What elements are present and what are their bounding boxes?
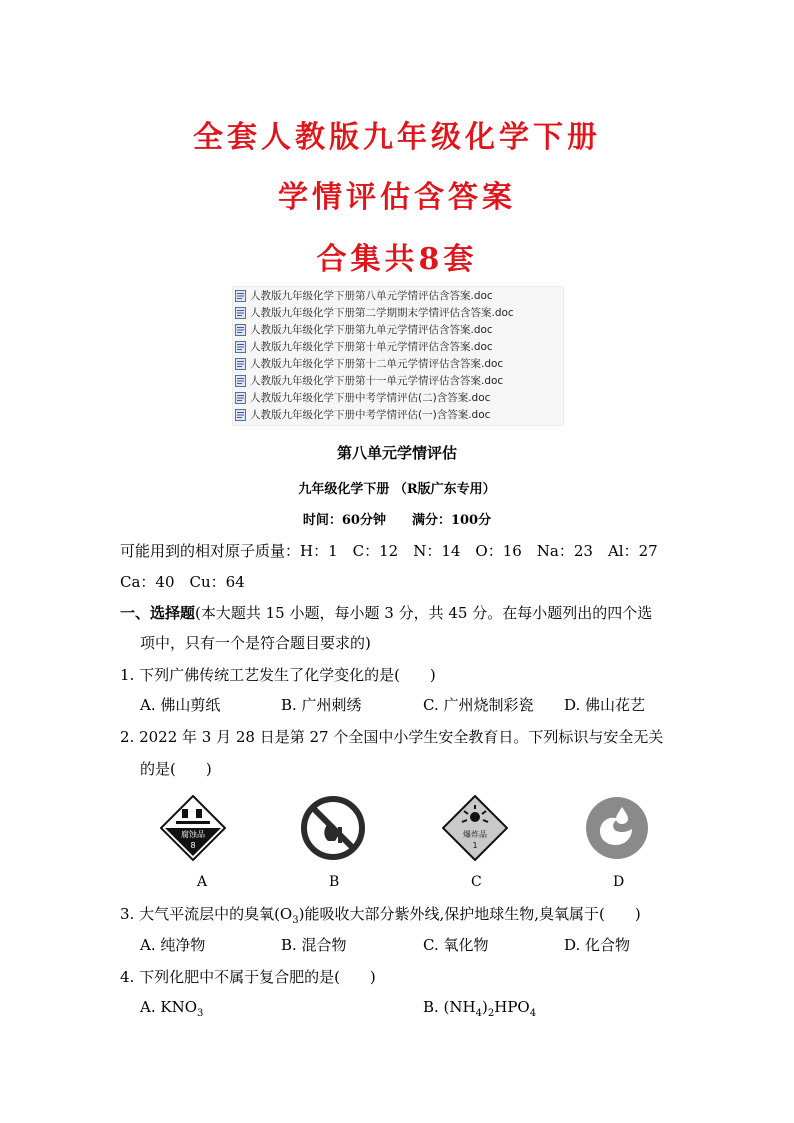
doc-file-icon (235, 392, 246, 404)
q1-option-a: A. 佛山剪纸 (140, 696, 221, 714)
doc-file-icon (235, 341, 246, 353)
file-item[interactable] (233, 389, 563, 406)
q4-option-b-sub-1: 4 (475, 1008, 482, 1019)
title-line-2: 学情评估含答案 (278, 180, 516, 215)
q4-option-b (423, 998, 536, 1019)
q2-stem-2: 的是( ) (140, 760, 212, 778)
file-name: 人教版九年级化学下册第十二单元学情评估含答案.doc (250, 358, 504, 370)
file-name: 人教版九年级化学下册第十一单元学情评估含答案.doc (250, 375, 504, 387)
q3-option-a: A. 纯净物 (140, 936, 206, 954)
corrosive-hazard-sign-icon (160, 795, 226, 861)
file-item[interactable] (233, 372, 563, 389)
file-name: 人教版九年级化学下册中考学情评估(二)含答案.doc (250, 392, 491, 404)
q4-option-a-text: A. KNO (140, 998, 197, 1016)
q4-option-b-text-3: HPO (494, 998, 530, 1016)
file-item[interactable] (233, 355, 563, 372)
no-open-flame-sign-icon (300, 795, 366, 861)
q4-option-b-sub-3: 4 (529, 1008, 537, 1019)
file-name: 人教版九年级化学下册中考学情评估(一)含答案.doc (250, 409, 491, 421)
explosive-hazard-sign-icon (442, 795, 508, 861)
q2-label-b: B (329, 874, 340, 890)
q3-stem-post: )能吸收大部分紫外线,保护地球生物,臭氧属于( ) (298, 905, 641, 923)
file-item[interactable] (233, 338, 563, 355)
file-name: 人教版九年级化学下册第十单元学情评估含答案.doc (250, 341, 493, 353)
file-list (232, 286, 564, 426)
sign-c-text: 爆炸品 (463, 830, 487, 839)
section-desc-1: (本大题共 15 小题，每小题 3 分，共 45 分。在每小题列出的四个选 (195, 604, 653, 622)
doc-file-icon (235, 358, 246, 370)
q3-stem-sub: 3 (292, 915, 299, 926)
q1-option-d: D. 佛山花艺 (564, 696, 646, 714)
exam-time-score: 时间：60分钟 满分：100分 (302, 513, 492, 528)
unit-title: 第八单元学情评估 (336, 444, 457, 462)
title-line-3: 合集共8套 (316, 242, 478, 277)
file-name: 人教版九年级化学下册第八单元学情评估含答案.doc (250, 290, 493, 302)
sign-a-number: 8 (190, 841, 196, 850)
section-label: 一、选择题 (120, 604, 196, 622)
q3-option-b: B. 混合物 (281, 936, 347, 954)
q3-option-c: C. 氧化物 (423, 936, 489, 954)
q4-option-b-sub-2: 2 (487, 1008, 495, 1019)
q3-option-d: D. 化合物 (564, 936, 631, 954)
water-saving-sign-icon (584, 795, 650, 861)
section-desc-2: 项中，只有一个是符合题目要求的) (140, 634, 371, 652)
doc-file-icon (235, 307, 246, 319)
title-line-1: 全套人教版九年级化学下册 (193, 120, 601, 155)
file-item[interactable] (233, 287, 563, 304)
q3-stem-pre: 3. 大气平流层中的臭氧(O (120, 905, 293, 923)
sign-a-text: 腐蚀品 (181, 830, 205, 839)
atomic-mass-line-1: 可能用到的相对原子质量：H：1 C：12 N：14 O：16 Na：23 Al：27 (120, 542, 658, 560)
q4-stem: 4. 下列化肥中不属于复合肥的是( ) (120, 968, 376, 986)
doc-file-icon (235, 324, 246, 336)
file-item[interactable] (233, 321, 563, 338)
file-name: 人教版九年级化学下册第九单元学情评估含答案.doc (250, 324, 493, 336)
q1-option-c: C. 广州烧制彩瓷 (423, 696, 534, 714)
file-name: 人教版九年级化学下册第二学期期末学情评估含答案.doc (250, 307, 514, 319)
q2-label-d: D (613, 874, 625, 890)
exam-subtitle: 九年级化学下册 （R版广东专用） (298, 482, 496, 497)
q4-option-a-sub: 3 (197, 1008, 204, 1019)
q3-stem (120, 903, 641, 926)
q1-option-b: B. 广州刺绣 (281, 696, 362, 714)
atomic-mass-line-2: Ca：40 Cu：64 (120, 573, 245, 591)
file-item[interactable] (233, 406, 563, 423)
q4-option-a (140, 998, 203, 1019)
doc-file-icon (235, 290, 246, 302)
q2-label-c: C (471, 874, 482, 890)
doc-file-icon (235, 409, 246, 421)
q1-stem: 1. 下列广佛传统工艺发生了化学变化的是( ) (120, 666, 436, 684)
q4-option-b-text-2: ) (482, 998, 488, 1016)
q4-option-b-text-1: B. (NH (423, 998, 476, 1016)
q2-label-a: A (197, 874, 208, 890)
section-heading (120, 602, 652, 623)
file-item[interactable] (233, 304, 563, 321)
doc-file-icon (235, 375, 246, 387)
sign-c-number: 1 (472, 841, 478, 850)
q2-stem-1: 2. 2022 年 3 月 28 日是第 27 个全国中小学生安全教育日。下列标识与安全无关 (120, 728, 664, 746)
